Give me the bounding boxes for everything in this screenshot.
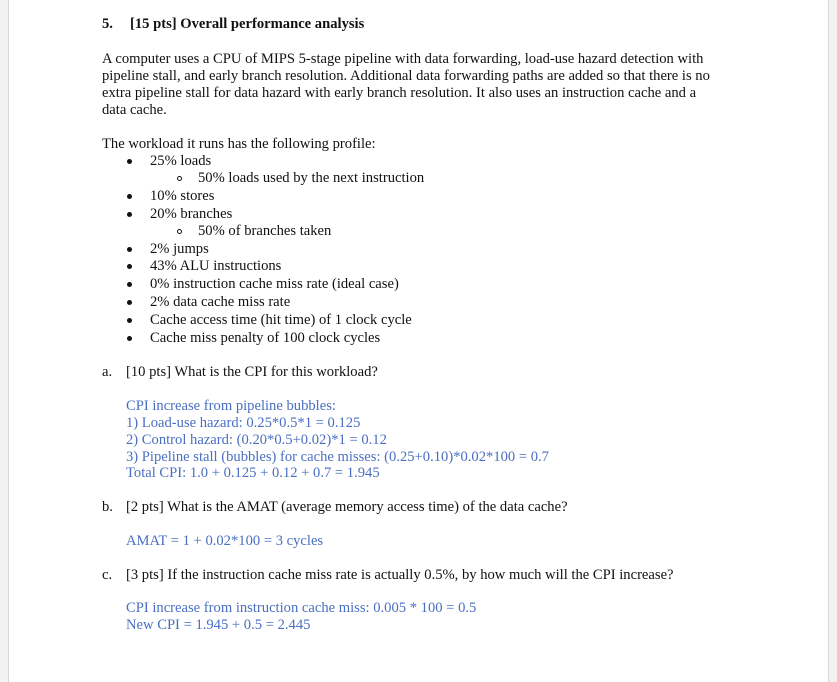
part-a-answer-line: Total CPI: 1.0 + 0.125 + 0.12 + 0.7 = 1.945 [126,465,380,481]
bullet-icon [127,282,132,287]
intro-line-1: A computer uses a CPU of MIPS 5-stage pipeline with data forwarding, load-use hazard detection with [102,51,704,67]
problem-number: 5. [102,16,113,32]
list-item: 10% stores [150,188,215,204]
workload-heading: The workload it runs has the following profile: [102,136,376,152]
list-subitem: 50% loads used by the next instruction [198,170,425,186]
sub-bullet-icon [177,229,182,234]
intro-line-4: data cache. [102,102,167,118]
bullet-icon [127,159,132,164]
intro-line-3: extra pipeline stall for data hazard with early branch resolution. It also uses an instruction cache and a [102,85,697,101]
part-b-letter: b. [102,499,113,515]
bullet-icon [127,194,132,199]
list-item: 43% ALU instructions [150,258,282,274]
list-item: 0% instruction cache miss rate (ideal case) [150,276,399,292]
bullet-icon [127,336,132,341]
sub-bullet-icon [177,176,182,181]
bullet-icon [127,318,132,323]
list-item: Cache access time (hit time) of 1 clock cycle [150,312,412,328]
part-a-answer-line: CPI increase from pipeline bubbles: [126,398,336,414]
part-c-answer-line: CPI increase from instruction cache miss: 0.005 * 100 = 0.5 [126,600,477,616]
part-c-answer-line: New CPI = 1.945 + 0.5 = 2.445 [126,617,311,633]
bullet-icon [127,300,132,305]
list-item: 2% jumps [150,241,209,257]
part-c-letter: c. [102,567,113,583]
list-item: 25% loads [150,153,212,169]
list-item: 20% branches [150,206,233,222]
list-item: Cache miss penalty of 100 clock cycles [150,330,381,346]
document-page [8,0,829,682]
intro-line-2: pipeline stall, and early branch resolution. Additional data forwarding paths are added so that there is no [102,68,710,84]
bullet-icon [127,212,132,217]
part-b-question: [2 pts] What is the AMAT (average memory access time) of the data cache? [126,499,568,515]
part-a-letter: a. [102,364,113,380]
part-b-answer-line: AMAT = 1 + 0.02*100 = 3 cycles [126,533,324,549]
problem-title: [15 pts] Overall performance analysis [130,16,365,32]
list-item: 2% data cache miss rate [150,294,291,310]
part-a-question: [10 pts] What is the CPI for this workload? [126,364,378,380]
part-a-answer-line: 1) Load-use hazard: 0.25*0.5*1 = 0.125 [126,415,361,431]
part-c-question: [3 pts] If the instruction cache miss rate is actually 0.5%, by how much will the CPI increase? [126,567,674,583]
part-a-answer-line: 2) Control hazard: (0.20*0.5+0.02)*1 = 0.12 [126,432,387,448]
bullet-icon [127,247,132,252]
bullet-icon [127,264,132,269]
list-subitem: 50% of branches taken [198,223,332,239]
part-a-answer-line: 3) Pipeline stall (bubbles) for cache misses: (0.25+0.10)*0.02*100 = 0.7 [126,449,549,465]
